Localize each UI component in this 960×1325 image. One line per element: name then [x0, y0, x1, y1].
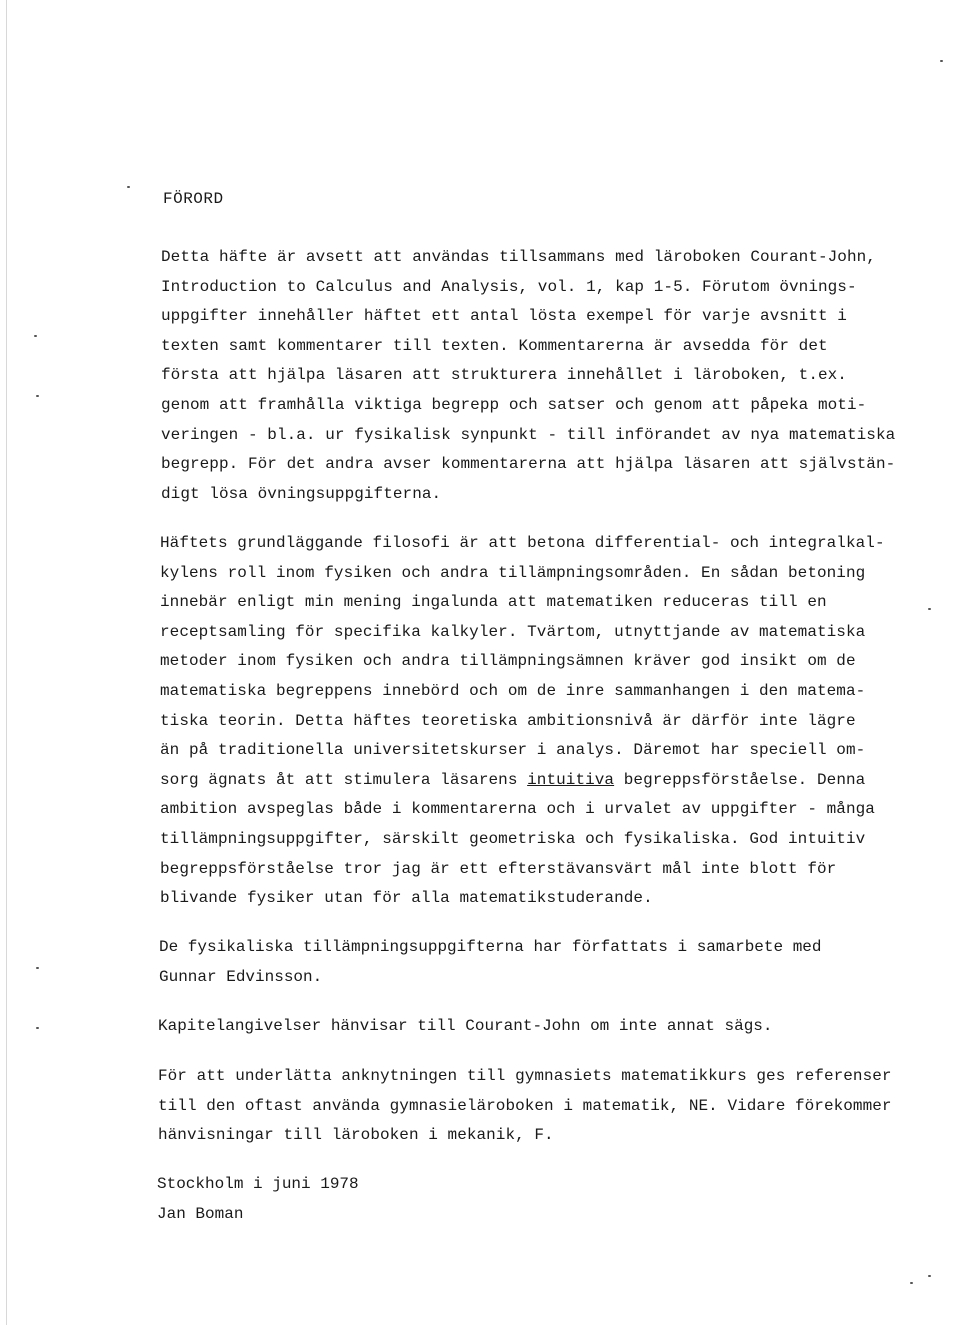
paragraph-philosophy	[160, 529, 885, 914]
paragraph-line: innebär enligt min mening ingalunda att matematiken reduceras till en	[160, 593, 827, 612]
scan-speck	[34, 335, 37, 337]
paragraph-line: begreppsförståelse tror jag är ett efterstävansvärt mål inte blott för	[160, 859, 837, 878]
signature-block	[157, 1170, 359, 1229]
paragraph-line: veringen - bl.a. ur fysikalisk synpunkt - till införandet av nya matematiska	[161, 425, 896, 444]
scan-speck	[928, 1275, 931, 1277]
paragraph-line: receptsamling för specifika kalkyler. Tvärtom, utnyttjande av matematiska	[160, 622, 866, 641]
paragraph-line: Detta häfte är avsett att användas tillsammans med läroboken Courant-John,	[161, 248, 876, 266]
paragraph-line	[160, 766, 885, 796]
paragraph-intro	[161, 243, 895, 509]
paragraph-school-references	[158, 1062, 892, 1151]
document-heading: FÖRORD	[163, 190, 224, 208]
author-name: Jan Boman	[157, 1204, 244, 1223]
paragraph-line: texten samt kommentarer till texten. Kommentarerna är avsedda för det	[161, 336, 828, 355]
paragraph-line: hänvisningar till läroboken i mekanik, F.	[158, 1126, 554, 1145]
paragraph-line: tiska teorin. Detta häftes teoretiska ambitionsnivå är därför inte lägre	[160, 711, 856, 730]
paragraph-coauthor	[159, 933, 822, 992]
place-date: Stockholm i juni 1978	[157, 1175, 359, 1193]
paragraph-line: metoder inom fysiken och andra tillämpningsämnen kräver god insikt om de	[160, 652, 856, 671]
paragraph-line: blivande fysiker utan för alla matematikstuderande.	[160, 889, 653, 908]
scan-speck	[127, 186, 130, 188]
line-text: sorg ägnats åt att stimulera läsarens	[160, 770, 528, 789]
paragraph-line: begrepp. För det andra avser kommentarerna att hjälpa läsaren att självstän-	[161, 455, 896, 474]
paragraph-chapter-references	[158, 1012, 773, 1042]
paragraph-line: första att hjälpa läsaren att strukturera innehållet i läroboken, t.ex.	[161, 366, 847, 385]
scan-speck	[36, 967, 39, 969]
paragraph-line: uppgifter innehåller häftet ett antal lösta exempel för varje avsnitt i	[161, 307, 847, 326]
paragraph-line: digt lösa övningsuppgifterna.	[161, 484, 442, 503]
paragraph-line: till den oftast använda gymnasieläroboken i matematik, NE. Vidare förekommer	[158, 1096, 892, 1115]
paragraph-line: Gunnar Edvinsson.	[159, 967, 323, 986]
scan-speck	[36, 1027, 39, 1029]
paragraph-line: Kapitelangivelser hänvisar till Courant-John om inte annat sägs.	[158, 1017, 773, 1035]
paragraph-line: Introduction to Calculus and Analysis, vol. 1, kap 1-5. Förutom övnings-	[161, 277, 857, 296]
scan-speck	[928, 608, 931, 610]
paragraph-line: matematiska begreppens innebörd och om de inre sammanhangen i den matema-	[160, 681, 866, 700]
scan-edge-line	[6, 0, 7, 1325]
scan-speck	[910, 1282, 913, 1284]
paragraph-line: Häftets grundläggande filosofi är att betona differential- och integralkal-	[160, 534, 885, 552]
scan-speck	[940, 60, 943, 62]
scan-speck	[36, 395, 39, 397]
paragraph-line: än på traditionella universitetskurser i analys. Däremot har speciell om-	[160, 741, 866, 760]
paragraph-line: ambition avspeglas både i kommentarerna och i urvalet av uppgifter - många	[160, 800, 875, 819]
underlined-word: intuitiva	[527, 770, 615, 789]
paragraph-line: kylens roll inom fysiken och andra tillämpningsområden. En sådan betoning	[160, 563, 866, 582]
paragraph-line: genom att framhålla viktiga begrepp och satser och genom att påpeka moti-	[161, 395, 867, 414]
line-text: begreppsförståelse. Denna	[614, 770, 866, 789]
paragraph-line: De fysikaliska tillämpningsuppgifterna har författats i samarbete med	[159, 938, 822, 956]
paragraph-line: För att underlätta anknytningen till gymnasiets matematikkurs ges referenser	[158, 1067, 892, 1085]
paragraph-line: tillämpningsuppgifter, särskilt geometriska och fysikaliska. God intuitiv	[160, 829, 866, 848]
